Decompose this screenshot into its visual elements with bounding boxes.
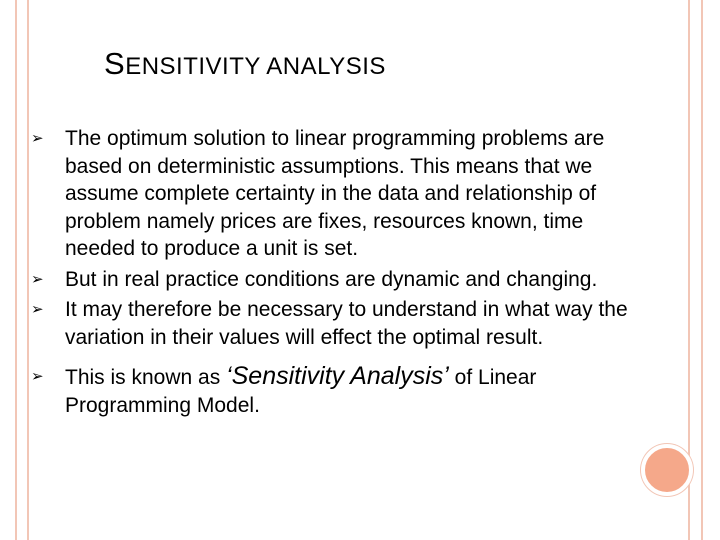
arrow-bullet-icon: ➢ bbox=[31, 368, 44, 385]
arrow-bullet-icon: ➢ bbox=[31, 270, 44, 288]
bullet-text-before: This is known as bbox=[65, 366, 227, 389]
bullet-item bbox=[31, 296, 631, 351]
decorative-right-line-outer bbox=[701, 0, 703, 540]
decorative-left-line-inner bbox=[27, 0, 29, 540]
bullet-item bbox=[31, 266, 631, 294]
slide-title bbox=[104, 46, 386, 82]
bullet-item bbox=[31, 363, 631, 419]
decorative-circle bbox=[641, 444, 693, 496]
arrow-bullet-icon: ➢ bbox=[31, 130, 44, 147]
title-first-letter: S bbox=[104, 46, 126, 81]
title-rest: ENSITIVITY ANALYSIS bbox=[125, 53, 386, 80]
decorative-left-line-outer bbox=[15, 0, 17, 540]
bullet-text-after: of Linear Programming Model. bbox=[65, 366, 537, 417]
bullet-text: It may therefore be necessary to understand in what way the variation in their values will effect the optimal result. bbox=[65, 298, 628, 349]
arrow-bullet-icon: ➢ bbox=[31, 301, 44, 318]
bullet-text: But in real practice conditions are dynamic and changing. bbox=[65, 267, 598, 291]
bullet-list bbox=[31, 125, 631, 419]
bullet-item bbox=[31, 125, 631, 263]
bullet-text: The optimum solution to linear programming problems are based on deterministic assumptions. This means that we assume complete certainty in the data and relationship of problem namely prices are fixes, resources known, time needed to produce a unit is set. bbox=[65, 127, 605, 260]
sensitivity-analysis-emphasis: ‘Sensitivity Analysis’ bbox=[226, 362, 449, 390]
